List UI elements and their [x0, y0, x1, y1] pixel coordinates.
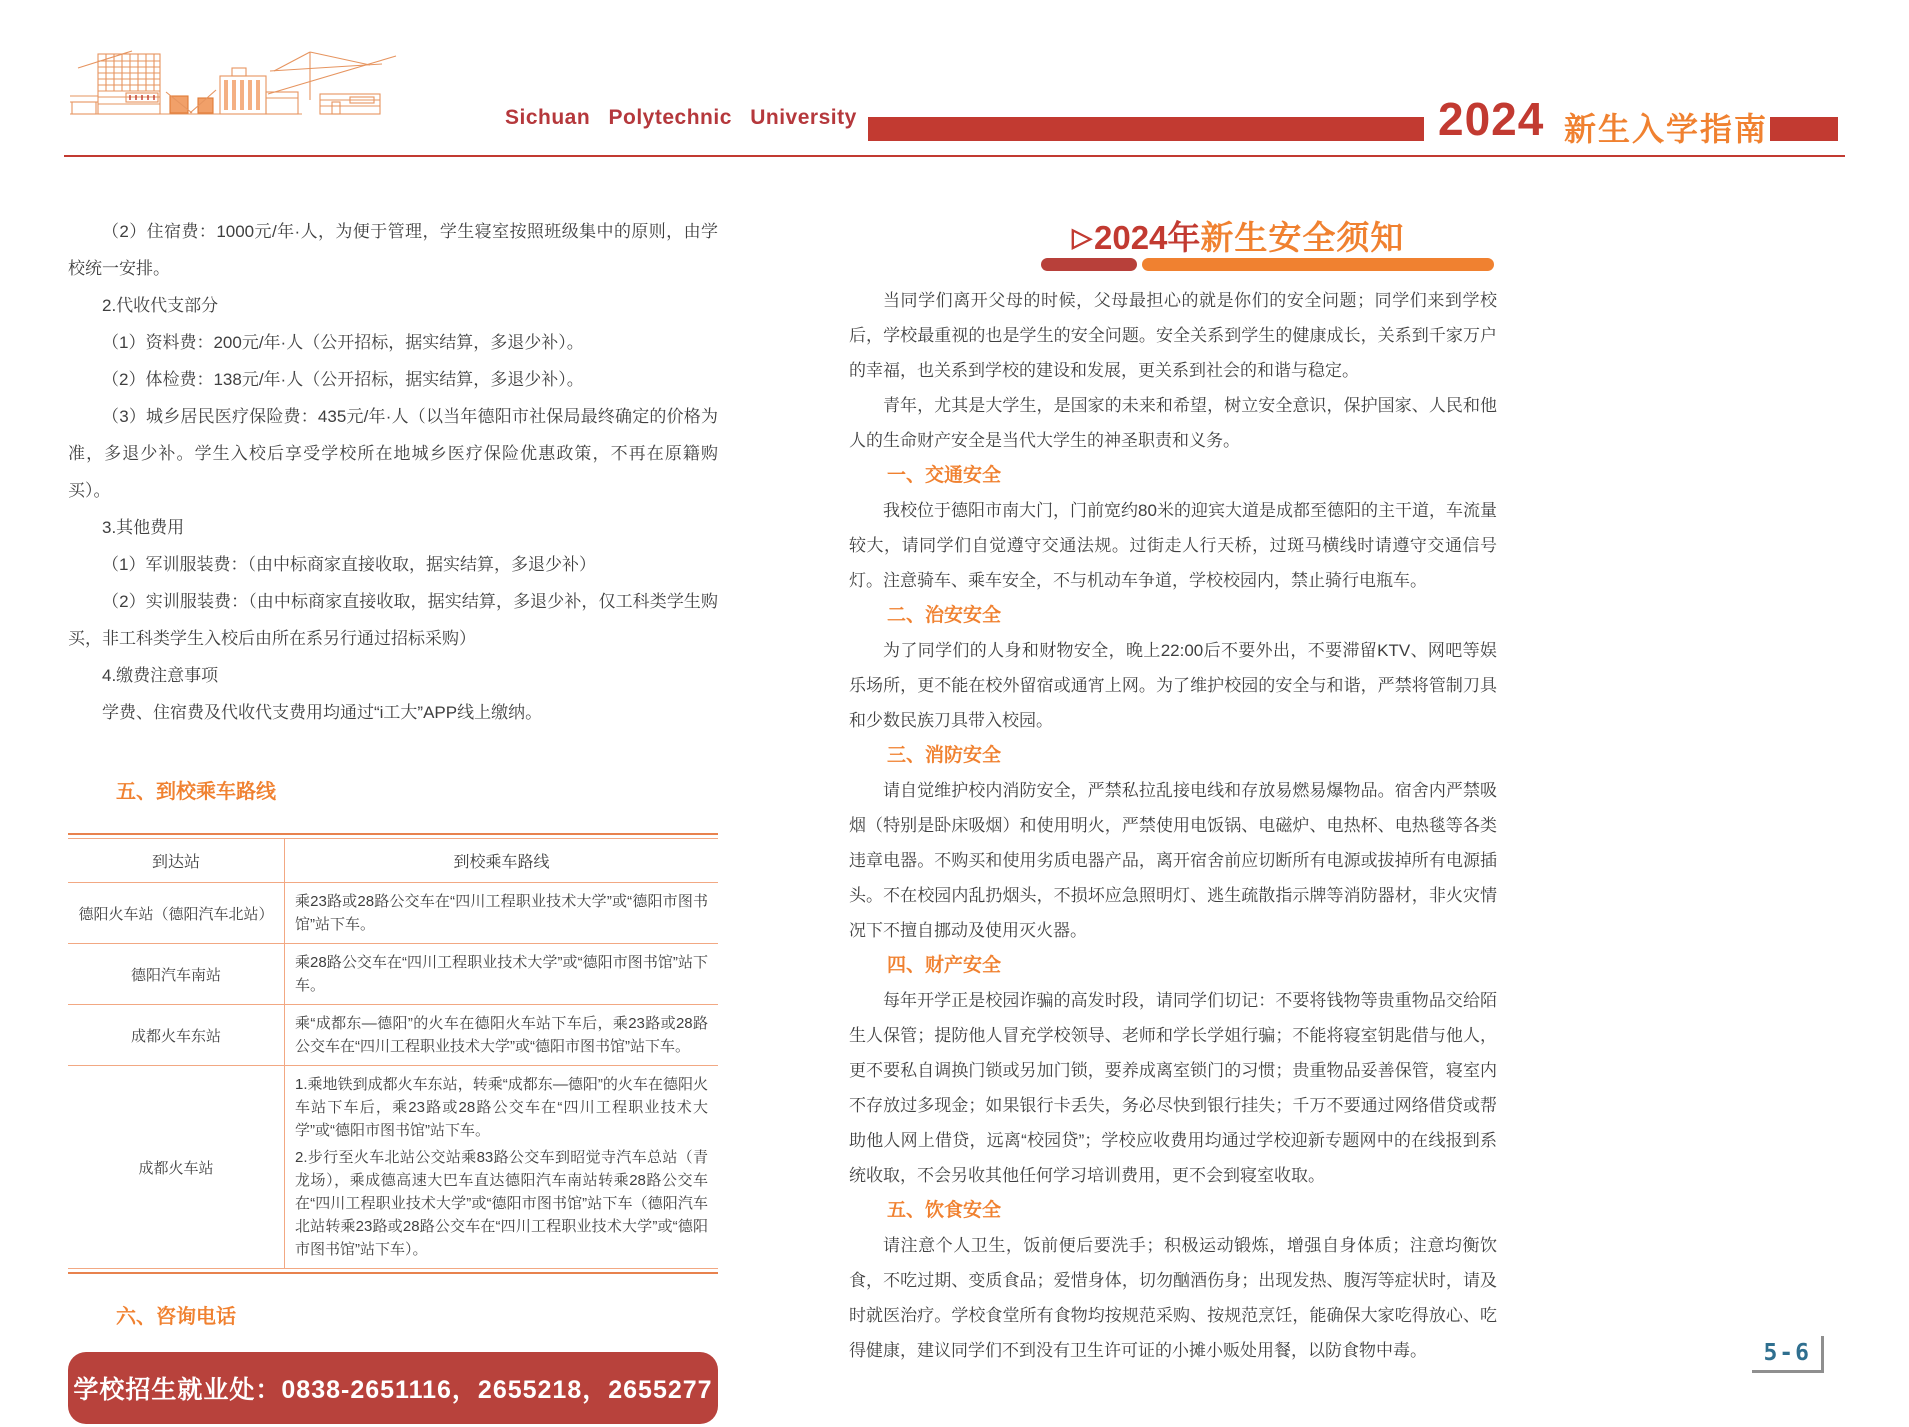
route-cell: 乘28路公交车在“四川工程职业技术大学”或“德阳市图书馆”站下车。	[285, 944, 719, 1005]
section-heading-fire-safety: 三、消防安全	[887, 745, 1002, 766]
fee-paragraph: 3.其他费用	[102, 518, 185, 537]
column-header-route: 到校乘车路线	[453, 854, 550, 871]
section-body-public-security: 为了同学们的人身和财物安全，晚上22:00后不要外出，不要滞留KTV、网吧等娱乐场所，更不能在校外留宿或通宵上网。为了维护校园的安全与和谐，严禁将管制刀具和少数民族刀具带入校园。	[849, 641, 1497, 730]
header-rule-line	[64, 155, 1845, 157]
table-row	[68, 944, 718, 1005]
fee-paragraph: 学费、住宿费及代收代支费用均通过“i工大”APP线上缴纳。	[102, 703, 543, 722]
header-red-bar-long	[868, 117, 1424, 141]
safety-title-main: 新生安全须知	[1200, 219, 1405, 256]
bus-route-table	[68, 833, 718, 1274]
section-body-traffic-safety: 我校位于德阳市南大门，门前宽约80米的迎宾大道是成都至德阳的主干道，车流量较大，请同学们自觉遵守交通法规。过街走人行天桥，过斑马横线时请遵守交通信号灯。注意骑车、乘车安全，不与机动车争道，学校校园内，禁止骑行电瓶车。	[849, 501, 1497, 590]
section-heading-public-security: 二、治安安全	[887, 605, 1002, 626]
fee-paragraph: （1）资料费：200元/年·人（公开招标，据实结算，多退少补）。	[102, 333, 584, 352]
university-name-english: Sichuan Polytechnic University	[505, 106, 857, 129]
red-underline-bar	[1041, 258, 1137, 271]
header-year: 2024	[1438, 93, 1545, 145]
section-body-property-safety: 每年开学正是校园诈骗的高发时段，请同学们切记：不要将钱物等贵重物品交给陌生人保管；提防他人冒充学校领导、老师和学长学姐行骗；不能将寝室钥匙借与他人，更不要私自调换门锁或另加门锁，要养成离室锁门的习惯；贵重物品妥善保管，寝室内不存放过多现金；如果银行卡丢失，务必尽快到银行挂失；千万不要通过网络借贷或帮助他人网上借贷，远离“校园贷”；学校应收费用均通过学校迎新专题网中的在线报到系统收取，不会另收其他任何学习培训费用，更不会到寝室收取。	[849, 991, 1497, 1185]
section-body-fire-safety: 请自觉维护校内消防安全，严禁私拉乱接电线和存放易燃易爆物品。宿舍内严禁吸烟（特别是卧床吸烟）和使用明火，严禁使用电饭锅、电磁炉、电热杯、电热毯等各类违章电器。不购买和使用劣质电器产品，离开宿舍前应切断所有电源或拔掉所有电源插头。不在校园内乱扔烟头，不损坏应急照明灯、逃生疏散指示牌等消防器材，非火灾情况下不擅自挪动及使用灭火器。	[849, 781, 1497, 940]
table-row	[68, 883, 718, 944]
route-cell: 乘23路或28路公交车在“四川工程职业技术大学”或“德阳市图书馆”站下车。	[285, 883, 719, 944]
admissions-phone-banner: 学校招生就业处：0838-2651116，2655218，2655277	[68, 1352, 718, 1424]
fee-paragraph: 2.代收代支部分	[102, 296, 219, 315]
station-cell: 德阳火车站（德阳汽车北站）	[68, 883, 285, 944]
fee-paragraph: （2）住宿费：1000元/年·人，为便于管理，学生寝室按照班级集中的原则，由学校统一安排。	[68, 222, 718, 278]
section-heading-bus-routes: 五、到校乘车路线	[116, 781, 276, 803]
route-cell: 乘“成都东—德阳”的火车在德阳火车站下车后，乘23路或28路公交车在“四川工程职业技术大学”或“德阳市图书馆”站下车。	[285, 1005, 719, 1066]
safety-title-year: 2024年	[1094, 219, 1201, 256]
section-heading-food-safety: 五、饮食安全	[887, 1200, 1002, 1221]
table-row	[68, 1066, 718, 1269]
station-cell: 成都火车东站	[68, 1005, 285, 1066]
orange-underline-bar	[1142, 258, 1494, 271]
campus-building-sketch	[70, 46, 400, 133]
table-header-row	[68, 839, 718, 883]
section-heading-traffic-safety: 一、交通安全	[887, 465, 1002, 486]
right-column	[849, 283, 1497, 1368]
fee-paragraph: （2）实训服装费：（由中标商家直接收取，据实结算，多退少补，仅工科类学生购买，非工科类学生入校后由所在系另行通过招标采购）	[68, 592, 718, 648]
page-number: 5-6	[1752, 1336, 1824, 1373]
intro-paragraph: 青年，尤其是大学生，是国家的未来和希望，树立安全意识，保护国家、人民和他人的生命财产安全是当代大学生的神圣职责和义务。	[849, 396, 1497, 450]
triangle-icon: ▷	[1072, 222, 1092, 252]
intro-paragraph: 当同学们离开父母的时候，父母最担心的就是你们的安全问题；同学们来到学校后，学校最重视的也是学生的安全问题。安全关系到学生的健康成长，关系到千家万户的幸福，也关系到学校的建设和发展，更关系到社会的和谐与稳定。	[849, 291, 1497, 380]
left-column	[68, 213, 718, 1424]
title-underline-bars	[1041, 258, 1494, 271]
fee-paragraph: 4.缴费注意事项	[102, 666, 219, 685]
fee-paragraph: （3）城乡居民医疗保险费：435元/年·人（以当年德阳市社保局最终确定的价格为准，多退少补。学生入校后享受学校所在地城乡医疗保险优惠政策，不再在原籍购买）。	[68, 407, 718, 500]
section-heading-phone: 六、咨询电话	[116, 1306, 236, 1328]
fee-paragraph: （1）军训服装费：（由中标商家直接收取，据实结算，多退少补）	[102, 555, 596, 574]
station-cell: 德阳汽车南站	[68, 944, 285, 1005]
table-row	[68, 1005, 718, 1066]
section-heading-property-safety: 四、财产安全	[887, 955, 1002, 976]
fee-paragraph: （2）体检费：138元/年·人（公开招标，据实结算，多退少补）。	[102, 370, 584, 389]
header-red-bar-short	[1770, 117, 1838, 141]
section-body-food-safety: 请注意个人卫生，饭前便后要洗手；积极运动锻炼，增强自身体质；注意均衡饮食，不吃过期、变质食品；爱惜身体，切勿酗酒伤身；出现发热、腹泻等症状时，请及时就医治疗。学校食堂所有食物均按规范采购、按规范烹饪，能确保大家吃得放心、吃得健康，建议同学们不到没有卫生许可证的小摊小贩处用餐，以防食物中毒。	[849, 1236, 1497, 1360]
column-header-arrival-station: 到达站	[68, 839, 285, 883]
station-cell: 成都火车站	[68, 1066, 285, 1269]
safety-notice-title	[1072, 212, 1404, 259]
route-cell: 1.乘地铁到成都火车东站，转乘“成都东—德阳”的火车在德阳火车站下车后，乘23路或28路公交车在“四川工程职业技术大学”或“德阳市图书馆”站下车。 2.步行至火车北站公交站乘83路公交车到昭觉寺汽车总站（青龙场），乘成德高速大巴车直达德阳汽车南站转乘28路公交车在“四川工程职业技术大学”或“德阳市图书馆”站下车（德阳汽车北站转乘23路或28路公交车在“四川工程职业技术大学”或“德阳市图书馆”站下车）。	[285, 1066, 719, 1269]
header-guide-title: 新生入学指南	[1564, 111, 1769, 147]
